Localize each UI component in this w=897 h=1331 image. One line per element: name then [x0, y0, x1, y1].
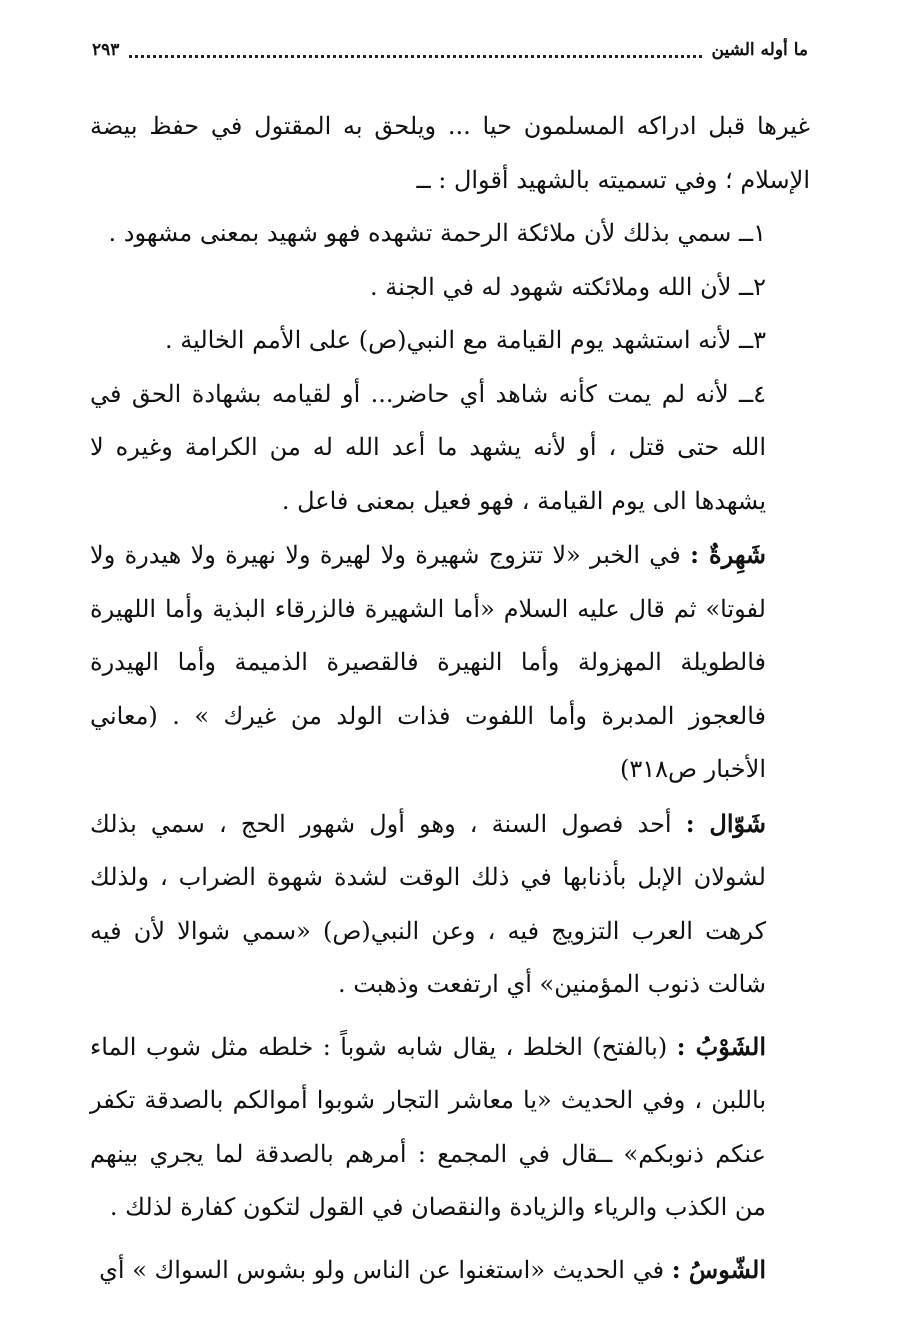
list-item [90, 207, 810, 261]
list-item-text: ٤ــ لأنه لم يمت كأنه شاهد أي حاضر... أو لقيامه بشهادة الحق في الله حتى قتل ، أو لأنه يشهد ما أعد الله له من الكرامة وغيره لا يشهدها الى يوم القيامة ، فهو فعيل بمعنى فاعل . [90, 379, 766, 515]
entry-shahira [90, 528, 810, 797]
list-item-text: ٢ــ لأن الله وملائكته شهود له في الجنة . [369, 272, 766, 301]
headword: الشَوْبُ : [676, 1031, 766, 1061]
entry-shawb [90, 1020, 810, 1235]
headword: الشّوسُ : [671, 1254, 766, 1284]
list-item [90, 368, 810, 529]
entry-text: أحد فصول السنة ، وهو أول شهور الحج ، سمي بذلك لشولان الإبل بأذنابها في ذلك الوقت لشدة شهوة الضراب ، ولذلك كرهت العرب التزويج فيه ، وعن النبي(ص) «سمي شوالا لأن فيه شالت ذنوب المؤمنين» أي ارتفعت وذهبت . [90, 809, 766, 998]
paragraph-text: غيرها قبل ادراكه المسلمون حيا ... ويلحق به المقتول في حفظ بيضة الإسلام ؛ وفي تسميته بالشهيد أقوال : ــ [90, 112, 810, 194]
entry-text: (بالفتح) الخلط ، يقال شابه شوباً : خلطه مثل شوب الماء باللبن ، وفي الحديث «يا معاشر التجار شوبوا أموالكم بالصدقة تكفر عنكم ذنوبكم» ــقال في المجمع : أمرهم بالصدقة لما يجري بينهم من الكذب والرياء والزيادة والنقصان في القول لتكون كفارة لذلك . [90, 1032, 766, 1221]
entry-shawwal [90, 797, 810, 1012]
list-item-text: ١ــ سمي بذلك لأن ملائكة الرحمة تشهده فهو شهيد بمعنى مشهود . [108, 219, 766, 247]
chapter-title: ما أوله الشين [711, 40, 808, 60]
main-text [90, 100, 810, 1297]
list-item [90, 314, 810, 368]
running-header [92, 30, 808, 70]
headword: شَهِرةٌ : [690, 540, 767, 569]
entry-text: في الخبر «لا تتزوج شهيرة ولا لهيرة ولا نهيرة ولا هيدرة ولا لفوتا» ثم قال عليه السلام «أما الشهيرة فالزرقاء البذية وأما اللهيرة فالطويلة المهزولة وأما النهيرة فالقصيرة الذميمة وأما الهيدرة فالعجوز المدبرة وأما اللفوت فذات الولد من غيرك » . (معاني الأخبار ص٣١٨) [90, 541, 766, 783]
leader-dots [129, 55, 701, 58]
list-item [90, 261, 810, 315]
paragraph [90, 100, 810, 207]
entry-shaws [90, 1243, 810, 1298]
entry-text: في الحديث «استغنوا عن الناس ولو بشوس السواك » أي [99, 1255, 672, 1284]
list-item-text: ٣ــ لأنه استشهد يوم القيامة مع النبي(ص) على الأمم الخالية . [164, 326, 766, 354]
headword: شَوّال : [685, 808, 766, 838]
page-number: ٢٩٣ [92, 40, 120, 60]
